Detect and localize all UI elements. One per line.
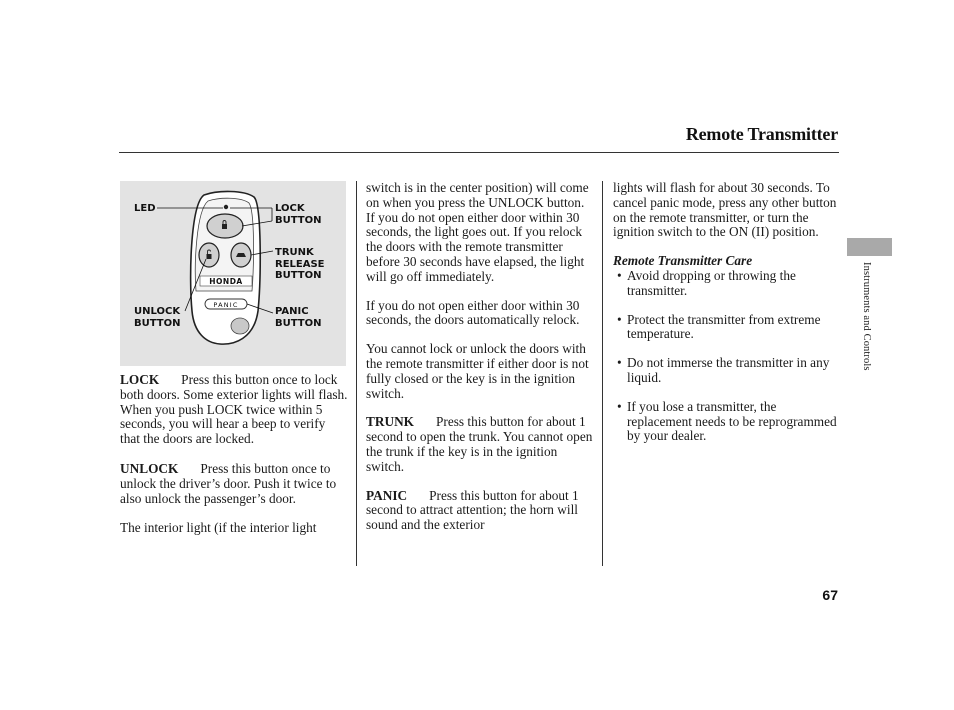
lock-restriction-paragraph: You cannot lock or unlock the doors with the remote transmitter if either door is not fully closed or the key is in the ignition switch. — [366, 341, 589, 401]
bullet-dot: • — [617, 311, 622, 327]
title-divider — [119, 152, 839, 153]
care-bullet — [613, 269, 839, 299]
panic-paragraph — [366, 489, 594, 533]
panic-term: PANIC — [366, 487, 408, 503]
panic-description: Press this button for about 1 second to attract attention; the horn will sound and the exterior — [366, 487, 579, 533]
unlock-button-label: UNLOCK BUTTON — [134, 306, 181, 329]
page-title: Remote Transmitter — [685, 124, 838, 144]
care-heading: Remote Transmitter Care — [613, 253, 753, 269]
led-label: LED — [134, 203, 156, 214]
trunk-release-button-label: TRUNK RELEASE BUTTON — [275, 247, 325, 281]
trunk-term: TRUNK — [366, 414, 415, 430]
interior-light-continued: switch is in the center position) will come on when you press the UNLOCK button. If you do not open either door within 30 seconds, the light goes out. If you relock the doors with the remote transmitter before 30 seconds have elapsed, the light will go off immediately. — [366, 180, 589, 284]
care-bullet — [613, 400, 839, 444]
unlock-description: Press this button once to unlock the driver’s door. Push it twice to also unlock the passenger’s door. — [120, 460, 337, 506]
auto-relock-paragraph: If you do not open either door within 30 seconds, the doors automatically relock. — [366, 297, 580, 328]
care-bullet-text: Protect the transmitter from extreme temperature. — [627, 311, 821, 342]
section-tab — [847, 238, 892, 256]
page-number: 67 — [822, 587, 838, 603]
column-divider-1 — [356, 181, 357, 566]
trunk-description: Press this button for about 1 second to open the trunk. You cannot open the trunk if the key is in the ignition switch. — [366, 414, 593, 474]
care-bullet-text: Do not immerse the transmitter in any liquid. — [627, 355, 830, 385]
fob-panic-text: PANIC — [213, 301, 239, 309]
bullet-dot: • — [617, 355, 622, 371]
bullet-dot: • — [617, 267, 622, 283]
lock-description: Press this button once to lock both doors. Some exterior lights will flash. When you push LOCK twice within 5 seconds, you will hear a beep to verify that the doors are locked. — [120, 372, 348, 447]
fob-brand-text: HONDA — [209, 277, 243, 286]
remote-transmitter-figure — [120, 181, 346, 366]
care-bullet — [613, 313, 839, 343]
led-indicator — [224, 205, 228, 209]
panic-button-label: PANIC BUTTON — [275, 306, 322, 329]
bullet-dot: • — [617, 398, 622, 414]
care-bullet — [613, 356, 839, 386]
column-2 — [366, 181, 594, 533]
section-label: Instruments and Controls — [861, 262, 872, 371]
unlock-paragraph — [120, 462, 348, 506]
column-divider-2 — [602, 181, 603, 566]
care-bullet-text: Avoid dropping or throwing the transmitter. — [627, 267, 796, 298]
trunk-paragraph — [366, 415, 594, 474]
unlock-term: UNLOCK — [120, 460, 179, 476]
lock-button-label: LOCK BUTTON — [275, 203, 322, 226]
column-1 — [120, 373, 348, 536]
interior-light-paragraph: The interior light (if the interior light — [120, 520, 317, 536]
column-3 — [613, 181, 839, 444]
care-bullet-text: If you lose a transmitter, the replacement needs to be reprogrammed by your dealer. — [627, 398, 837, 444]
lock-term: LOCK — [120, 372, 160, 387]
lock-paragraph — [120, 373, 348, 447]
panic-continued: lights will flash for about 30 seconds. To cancel panic mode, press any other button on the remote transmitter, or turn the ignition switch to the ON (II) position. — [613, 180, 837, 240]
